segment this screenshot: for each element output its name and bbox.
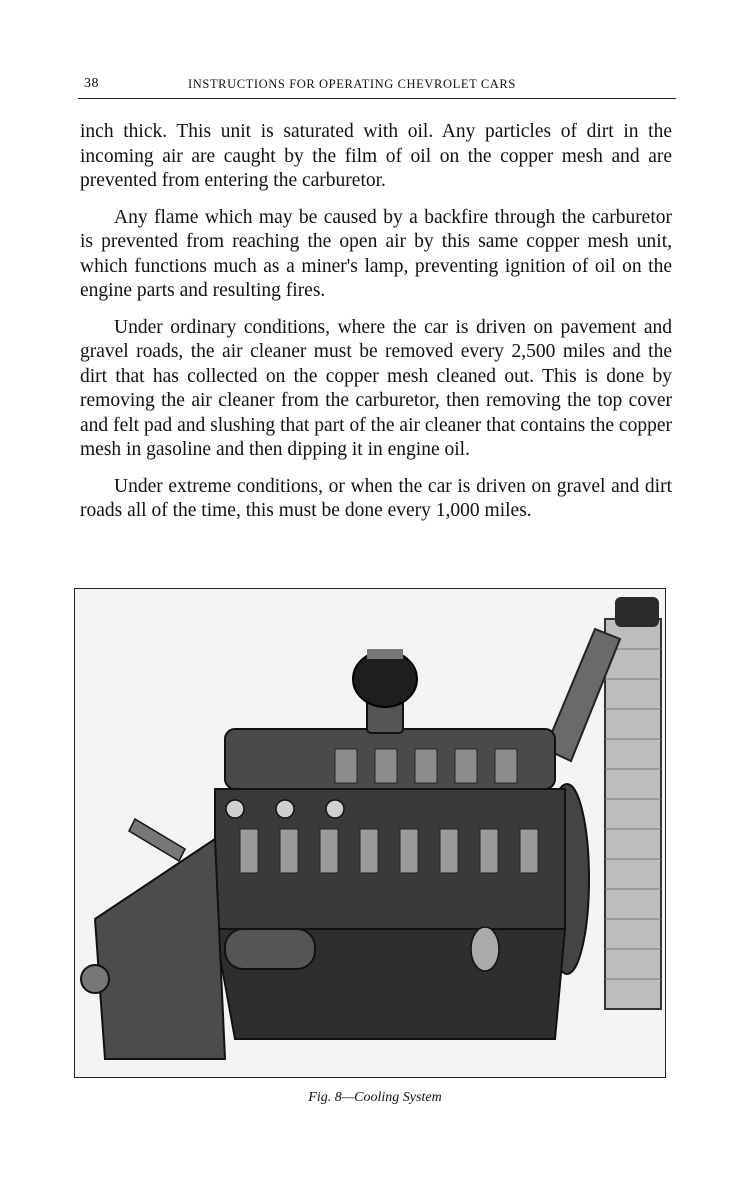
engine-drawing bbox=[75, 589, 664, 1076]
paragraph: inch thick. This unit is saturated with oil. Any particles of dirt in the incoming air are caught by the film of oil on the copper mesh and are prevented from entering the carburetor. bbox=[80, 121, 672, 191]
radiator-cap bbox=[615, 597, 659, 627]
body-text bbox=[80, 120, 672, 536]
engine-illustration bbox=[74, 588, 666, 1078]
page-header bbox=[78, 76, 676, 99]
running-title: INSTRUCTIONS FOR OPERATING CHEVROLET CARS bbox=[188, 77, 516, 91]
air-cleaner bbox=[353, 651, 417, 707]
paragraph: Any flame which may be caused by a backfire through the carburetor is prevented from reaching the open air by this same copper mesh unit, which functions much as a miner's lamp, preventing ignition of oil on the engine parts and resulting fires. bbox=[80, 206, 672, 301]
page-number: 38 bbox=[84, 76, 99, 91]
flywheel-housing bbox=[95, 839, 225, 1059]
figure-caption: Fig. 8—Cooling System bbox=[308, 1090, 442, 1105]
paragraph: Under extreme conditions, or when the car is driven on gravel and dirt roads all of the time, this must be done every 1,000 miles. bbox=[80, 475, 672, 521]
radiator bbox=[605, 619, 661, 1009]
fuel-pump bbox=[471, 927, 499, 971]
generator bbox=[225, 929, 315, 969]
paragraph: Under ordinary conditions, where the car is driven on pavement and gravel roads, the air cleaner must be removed every 2,500 miles and the dirt that has collected on the copper mesh cleaned out. This is done by removing the air cleaner from the carburetor, then removing the top cover and felt pad and slushing that part of the air cleaner that contains the copper mesh in gasoline and then dipping it in engine oil. bbox=[80, 316, 672, 460]
engine-block bbox=[215, 789, 565, 929]
